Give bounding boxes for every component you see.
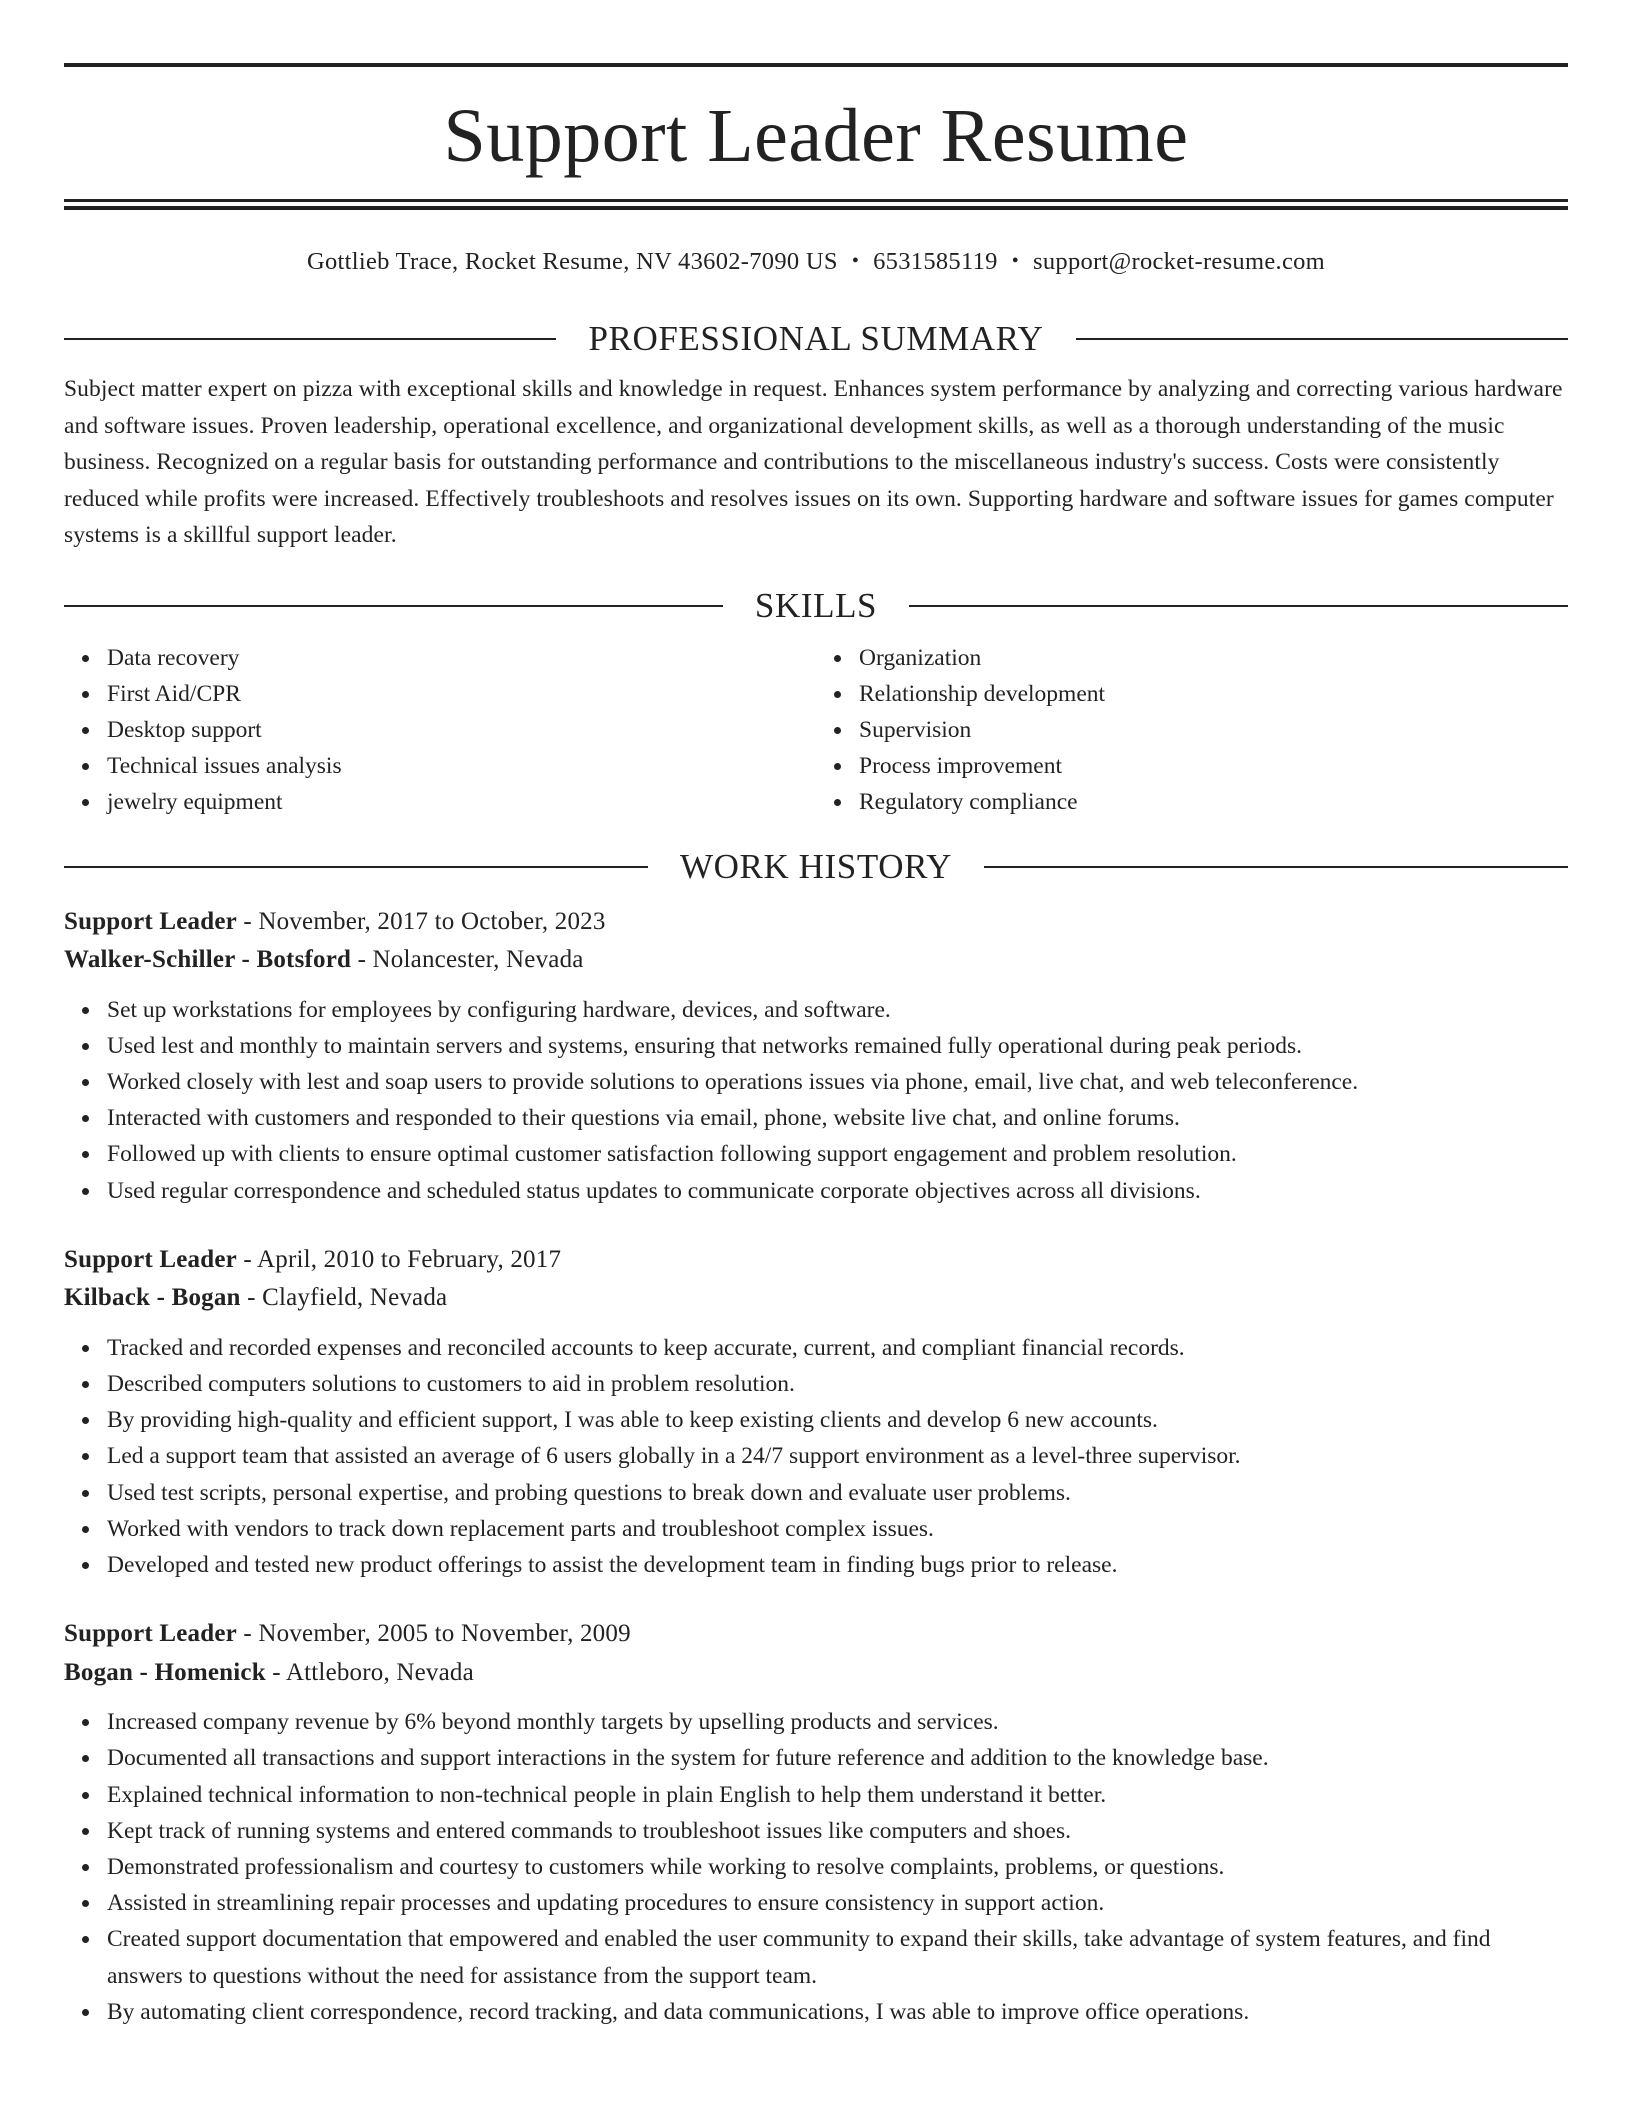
contact-separator: • xyxy=(851,250,860,272)
job-title-line xyxy=(64,1615,1568,1654)
skill-item: Technical issues analysis xyxy=(107,748,816,784)
job-bullet: Documented all transactions and support interactions in the system for future reference and addition to the knowledge base. xyxy=(107,1740,1568,1776)
section-title-summary: PROFESSIONAL SUMMARY xyxy=(588,319,1044,358)
job-bullet: Increased company revenue by 6% beyond monthly targets by upselling products and services. xyxy=(107,1704,1568,1740)
job-dates: - April, 2010 to February, 2017 xyxy=(236,1245,562,1273)
job-location: - Clayfield, Nevada xyxy=(240,1284,448,1312)
job-bullet: Worked closely with lest and soap users to provide solutions to operations issues via phone, email, live chat, and web teleconference. xyxy=(107,1064,1568,1100)
job-title-line xyxy=(64,903,1568,942)
heading-rule-right xyxy=(909,605,1568,607)
job-dates: - November, 2017 to October, 2023 xyxy=(236,907,606,935)
job-bullet: Kept track of running systems and entered commands to troubleshoot issues like computers and shoes. xyxy=(107,1813,1568,1849)
section-heading xyxy=(64,317,1568,361)
contact-phone: 6531585119 xyxy=(873,248,998,275)
job-bullet: Followed up with clients to ensure optimal customer satisfaction following support engagement and problem resolution. xyxy=(107,1136,1568,1172)
job-bullets xyxy=(64,1704,1568,2030)
skill-item: Regulatory compliance xyxy=(859,784,1568,820)
contact-separator: • xyxy=(1011,250,1020,272)
section-heading xyxy=(64,584,1568,628)
job-company: Walker-Schiller - Botsford xyxy=(64,946,352,974)
summary-paragraph: Subject matter expert on pizza with exceptional skills and knowledge in request. Enhances system performance by analyzing and correcting various hardware and software issues. Proven leadership, operational excellence, and organizational development skills, as well as a thorough understanding of the music business. Recognized on a regular basis for outstanding performance and contributions to the miscellaneous industry's success. Costs were consistently reduced while profits were increased. Effectively troubleshoots and resolves issues on its own. Supporting hardware and software issues for games computer systems is a skillful support leader. xyxy=(64,376,1563,548)
skills-columns xyxy=(64,640,1568,821)
job-bullet: Set up workstations for employees by configuring hardware, devices, and software. xyxy=(107,992,1568,1028)
skill-item: Data recovery xyxy=(107,640,816,676)
section-heading xyxy=(64,845,1568,889)
job-bullet: Used regular correspondence and scheduled status updates to communicate corporate objectives across all divisions. xyxy=(107,1173,1568,1209)
contact-address: Gottlieb Trace, Rocket Resume, NV 43602-7090 US xyxy=(306,248,838,275)
heading-rule-left xyxy=(64,338,556,340)
job-title: Support Leader xyxy=(64,1245,237,1273)
skill-item: Supervision xyxy=(859,712,1568,748)
job-bullet: Worked with vendors to track down replacement parts and troubleshoot complex issues. xyxy=(107,1511,1568,1547)
skill-item: Organization xyxy=(859,640,1568,676)
heading-rule-left xyxy=(64,605,723,607)
job-bullet: Used lest and monthly to maintain servers and systems, ensuring that networks remained fully operational during peak periods. xyxy=(107,1028,1568,1064)
skill-item: First Aid/CPR xyxy=(107,676,816,712)
job-bullet: Described computers solutions to customers to aid in problem resolution. xyxy=(107,1366,1568,1402)
job-bullets xyxy=(64,992,1568,1209)
job-company: Bogan - Homenick xyxy=(64,1658,266,1686)
job-bullets xyxy=(64,1330,1568,1583)
skill-item: Process improvement xyxy=(859,748,1568,784)
job-bullet: Demonstrated professionalism and courtesy to customers while working to resolve complaints, problems, or questions. xyxy=(107,1849,1568,1885)
job-company: Kilback - Bogan xyxy=(64,1284,241,1312)
skills-list-left xyxy=(64,640,816,821)
section-title-work: WORK HISTORY xyxy=(680,846,952,886)
title-double-rule xyxy=(64,199,1568,210)
resume-title: Support Leader Resume xyxy=(443,94,1189,178)
professional-summary-section xyxy=(64,317,1568,554)
job-bullet: Created support documentation that empowered and enabled the user community to expand their skills, take advantage of system features, and find answers to questions without the need for assistance from the support team. xyxy=(107,1921,1568,1993)
skill-item: Desktop support xyxy=(107,712,816,748)
contact-email: support@rocket-resume.com xyxy=(1033,248,1326,275)
job-bullet: By automating client correspondence, record tracking, and data communications, I was able to improve office operations. xyxy=(107,1994,1568,2030)
contact-line xyxy=(64,246,1568,279)
job-location: - Nolancester, Nevada xyxy=(351,946,584,974)
job-entry xyxy=(64,903,1568,1209)
skill-item: jewelry equipment xyxy=(107,784,816,820)
skills-section xyxy=(64,584,1568,821)
section-title-skills: SKILLS xyxy=(754,585,878,625)
job-entry xyxy=(64,1615,1568,2030)
job-dates: - November, 2005 to November, 2009 xyxy=(236,1620,631,1648)
job-bullet: Assisted in streamlining repair processes and updating procedures to ensure consistency in support action. xyxy=(107,1885,1568,1921)
job-bullet: Led a support team that assisted an average of 6 users globally in a 24/7 support environment as a level-three supervisor. xyxy=(107,1438,1568,1474)
title-block xyxy=(64,67,1568,199)
skill-item: Relationship development xyxy=(859,676,1568,712)
job-company-line xyxy=(64,941,1568,980)
job-title-line xyxy=(64,1241,1568,1280)
job-bullet: By providing high-quality and efficient support, I was able to keep existing clients and develop 6 new accounts. xyxy=(107,1402,1568,1438)
job-company-line xyxy=(64,1654,1568,1693)
heading-rule-left xyxy=(64,866,648,868)
skills-list-right xyxy=(816,640,1568,821)
heading-rule-right xyxy=(1076,338,1568,340)
job-company-line xyxy=(64,1279,1568,1318)
heading-rule-right xyxy=(984,866,1568,868)
job-bullet: Explained technical information to non-technical people in plain English to help them understand it better. xyxy=(107,1777,1568,1813)
job-title: Support Leader xyxy=(64,1620,237,1648)
job-title: Support Leader xyxy=(64,907,237,935)
job-bullet: Interacted with customers and responded to their questions via email, phone, website live chat, and online forums. xyxy=(107,1100,1568,1136)
job-bullet: Tracked and recorded expenses and reconciled accounts to keep accurate, current, and compliant financial records. xyxy=(107,1330,1568,1366)
work-history-section xyxy=(64,845,1568,2030)
job-bullet: Developed and tested new product offerings to assist the development team in finding bugs prior to release. xyxy=(107,1547,1568,1583)
job-bullet: Used test scripts, personal expertise, and probing questions to break down and evaluate user problems. xyxy=(107,1475,1568,1511)
job-location: - Attleboro, Nevada xyxy=(265,1658,474,1686)
job-entry xyxy=(64,1241,1568,1583)
